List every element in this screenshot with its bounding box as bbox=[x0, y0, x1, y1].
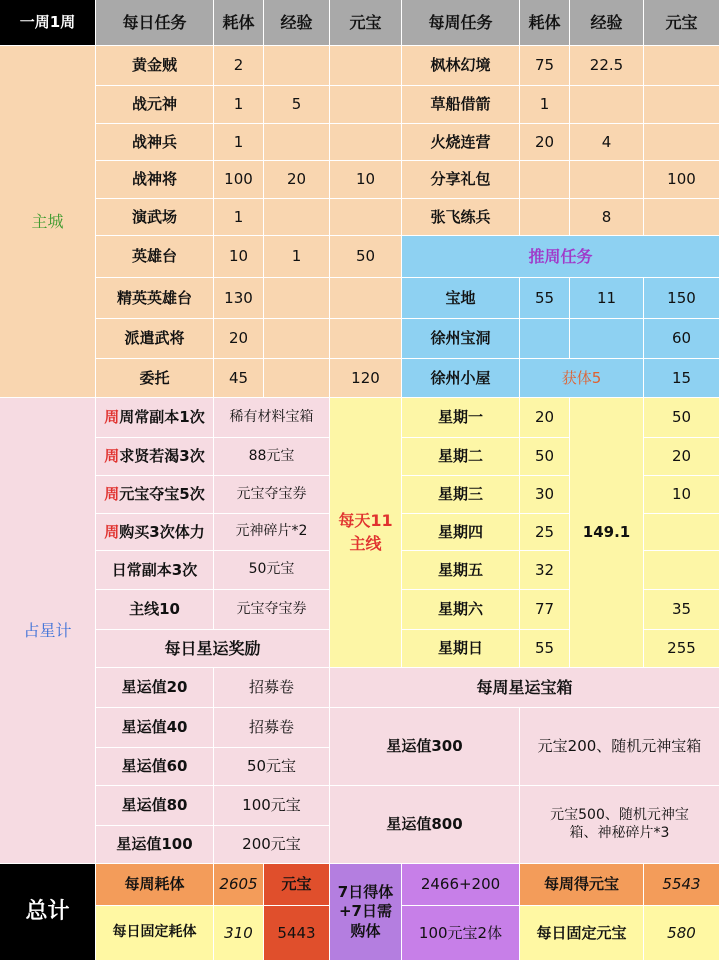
daily-task-exp: 1 bbox=[264, 236, 330, 278]
weekday-name: 星期二 bbox=[402, 438, 520, 476]
daily-task-stamina: 10 bbox=[214, 236, 264, 278]
weekday-yuanbao: 50 bbox=[644, 398, 720, 438]
daily-task-name: 战神将 bbox=[96, 161, 214, 199]
astro-task-label: 主线10 bbox=[129, 600, 180, 619]
daily-fixed-yuanbao-value: 580 bbox=[644, 906, 720, 961]
star-reward-name: 星运值80 bbox=[96, 786, 214, 826]
box-300-reward: 元宝200、随机元神宝箱 bbox=[520, 708, 720, 786]
total-label: 总计 bbox=[0, 864, 96, 961]
star-reward-value: 招募卷 bbox=[214, 668, 330, 708]
daily-task-stamina: 1 bbox=[214, 199, 264, 236]
weekly-prefix: 周 bbox=[104, 408, 120, 427]
weekday-stamina: 30 bbox=[520, 476, 570, 514]
push-task-name: 徐州小屋 bbox=[402, 359, 520, 398]
weekly-task-stamina: 20 bbox=[520, 124, 570, 161]
weekday-yuanbao: 10 bbox=[644, 476, 720, 514]
daily-task-name: 战神兵 bbox=[96, 124, 214, 161]
weekday-name: 星期五 bbox=[402, 551, 520, 590]
section-astro: 占星计 bbox=[0, 398, 96, 864]
daily-task-name: 战元神 bbox=[96, 86, 214, 124]
weekday-name: 星期一 bbox=[402, 398, 520, 438]
header-stamina-2: 耗体 bbox=[520, 0, 570, 46]
daily-task-name: 精英英雄台 bbox=[96, 278, 214, 319]
weekly-task-exp: 4 bbox=[570, 124, 644, 161]
header-exp: 经验 bbox=[264, 0, 330, 46]
weekday-name: 星期三 bbox=[402, 476, 520, 514]
weekday-stamina: 20 bbox=[520, 398, 570, 438]
daily-task-exp bbox=[264, 199, 330, 236]
push-task-yuanbao: 60 bbox=[644, 319, 720, 359]
weekday-yuanbao: 20 bbox=[644, 438, 720, 476]
daily-task-exp bbox=[264, 319, 330, 359]
daily-task-yuanbao: 50 bbox=[330, 236, 402, 278]
weekly-task-yuanbao: 100 bbox=[644, 161, 720, 199]
daily-task-name: 委托 bbox=[96, 359, 214, 398]
daily-main-line: 每天11主线 bbox=[330, 398, 402, 668]
weekly-yuanbao-label: 每周得元宝 bbox=[520, 864, 644, 906]
astro-task-reward: 元神碎片*2 bbox=[214, 514, 330, 551]
header-daily-task: 每日任务 bbox=[96, 0, 214, 46]
seven-day-label: 7日得体+7日需购体 bbox=[330, 864, 402, 961]
weekly-task-exp bbox=[570, 86, 644, 124]
star-reward-name: 星运值20 bbox=[96, 668, 214, 708]
astro-task-name bbox=[96, 438, 214, 476]
weekday-stamina: 77 bbox=[520, 590, 570, 630]
daily-task-stamina: 1 bbox=[214, 124, 264, 161]
star-reward-name: 星运值40 bbox=[96, 708, 214, 748]
weekly-task-name: 草船借箭 bbox=[402, 86, 520, 124]
daily-task-stamina: 1 bbox=[214, 86, 264, 124]
weekday-stamina: 50 bbox=[520, 438, 570, 476]
push-week-title: 推周任务 bbox=[402, 236, 720, 278]
week-label: 一周1周 bbox=[0, 0, 96, 46]
astro-task-label: 日常副本3次 bbox=[111, 560, 198, 579]
weekly-task-yuanbao bbox=[644, 124, 720, 161]
header-weekly-task: 每周任务 bbox=[402, 0, 520, 46]
push-task-name: 宝地 bbox=[402, 278, 520, 319]
weekly-task-stamina bbox=[520, 199, 570, 236]
astro-task-name bbox=[96, 514, 214, 551]
daily-task-exp bbox=[264, 278, 330, 319]
daily-fixed-stamina-value: 310 bbox=[214, 906, 264, 961]
daily-fixed-yuanbao-label: 每日固定元宝 bbox=[520, 906, 644, 961]
daily-task-yuanbao bbox=[330, 278, 402, 319]
star-reward-name: 星运值60 bbox=[96, 748, 214, 786]
weekly-task-stamina: 75 bbox=[520, 46, 570, 86]
push-task-stamina: 55 bbox=[520, 278, 570, 319]
daily-task-yuanbao: 10 bbox=[330, 161, 402, 199]
header-exp-2: 经验 bbox=[570, 0, 644, 46]
star-reward-name: 星运值100 bbox=[96, 826, 214, 864]
astro-task-name bbox=[96, 551, 214, 590]
weekly-task-yuanbao bbox=[644, 199, 720, 236]
daily-task-yuanbao: 120 bbox=[330, 359, 402, 398]
star-reward-value: 100元宝 bbox=[214, 786, 330, 826]
daily-task-stamina: 130 bbox=[214, 278, 264, 319]
daily-star-title: 每日星运奖励 bbox=[96, 630, 330, 668]
weekly-yuanbao-value: 5543 bbox=[644, 864, 720, 906]
weekly-task-exp bbox=[570, 161, 644, 199]
weekday-name: 星期六 bbox=[402, 590, 520, 630]
weekly-task-exp: 8 bbox=[570, 199, 644, 236]
weekday-stamina: 32 bbox=[520, 551, 570, 590]
astro-task-label: 周常副本1次 bbox=[119, 408, 205, 427]
daily-task-yuanbao bbox=[330, 124, 402, 161]
astro-task-reward: 元宝夺宝券 bbox=[214, 476, 330, 514]
daily-task-stamina: 20 bbox=[214, 319, 264, 359]
header-yuanbao-2: 元宝 bbox=[644, 0, 720, 46]
daily-task-yuanbao bbox=[330, 199, 402, 236]
push-task-exp bbox=[570, 319, 644, 359]
astro-task-label: 元宝夺宝5次 bbox=[119, 485, 205, 504]
daily-task-yuanbao bbox=[330, 46, 402, 86]
daily-task-name: 演武场 bbox=[96, 199, 214, 236]
weekly-stamina-value: 2605 bbox=[214, 864, 264, 906]
astro-task-label: 求贤若渴3次 bbox=[119, 447, 205, 466]
yuanbao-label: 元宝 bbox=[264, 864, 330, 906]
box-800-reward: 元宝500、随机元神宝箱、神秘碎片*3 bbox=[520, 786, 720, 864]
header-stamina: 耗体 bbox=[214, 0, 264, 46]
weekly-task-name: 枫林幻境 bbox=[402, 46, 520, 86]
push-task-note: 获体5 bbox=[520, 359, 644, 398]
header-yuanbao: 元宝 bbox=[330, 0, 402, 46]
weekly-prefix: 周 bbox=[104, 447, 120, 466]
weekday-yuanbao bbox=[644, 514, 720, 551]
box-300-name: 星运值300 bbox=[330, 708, 520, 786]
weekday-stamina: 55 bbox=[520, 630, 570, 668]
weekday-yuanbao bbox=[644, 551, 720, 590]
daily-task-stamina: 100 bbox=[214, 161, 264, 199]
weekday-stamina: 25 bbox=[520, 514, 570, 551]
box-800-name: 星运值800 bbox=[330, 786, 520, 864]
weekday-name: 星期日 bbox=[402, 630, 520, 668]
daily-fixed-stamina-label: 每日固定耗体 bbox=[96, 906, 214, 961]
push-task-stamina bbox=[520, 319, 570, 359]
daily-task-exp: 5 bbox=[264, 86, 330, 124]
yuanbao-value: 5443 bbox=[264, 906, 330, 961]
section-main-city: 主城 bbox=[0, 46, 96, 398]
weekly-prefix: 周 bbox=[104, 522, 120, 541]
astro-task-label: 购买3次体力 bbox=[119, 522, 205, 541]
weekday-yuanbao: 35 bbox=[644, 590, 720, 630]
push-task-yuanbao: 15 bbox=[644, 359, 720, 398]
weekday-yuanbao: 255 bbox=[644, 630, 720, 668]
daily-task-name: 黄金贼 bbox=[96, 46, 214, 86]
daily-task-yuanbao bbox=[330, 319, 402, 359]
weekday-name: 星期四 bbox=[402, 514, 520, 551]
weekly-task-yuanbao bbox=[644, 86, 720, 124]
weekly-task-stamina: 1 bbox=[520, 86, 570, 124]
daily-task-exp bbox=[264, 46, 330, 86]
weekly-task-name: 分享礼包 bbox=[402, 161, 520, 199]
weekly-prefix: 周 bbox=[104, 485, 120, 504]
week-exp-value: 149.1 bbox=[570, 398, 644, 668]
daily-task-yuanbao bbox=[330, 86, 402, 124]
push-task-name: 徐州宝洞 bbox=[402, 319, 520, 359]
weekly-task-name: 张飞练兵 bbox=[402, 199, 520, 236]
buy-note: 100元宝2体 bbox=[402, 906, 520, 961]
daily-task-name: 英雄台 bbox=[96, 236, 214, 278]
daily-task-exp: 20 bbox=[264, 161, 330, 199]
daily-task-name: 派遣武将 bbox=[96, 319, 214, 359]
astro-task-name bbox=[96, 590, 214, 630]
astro-task-name bbox=[96, 476, 214, 514]
star-reward-value: 50元宝 bbox=[214, 748, 330, 786]
astro-task-name bbox=[96, 398, 214, 438]
weekly-task-stamina bbox=[520, 161, 570, 199]
weekly-task-yuanbao bbox=[644, 46, 720, 86]
astro-task-reward: 元宝夺宝券 bbox=[214, 590, 330, 630]
seven-day-value: 2466+200 bbox=[402, 864, 520, 906]
weekly-stamina-label: 每周耗体 bbox=[96, 864, 214, 906]
star-reward-value: 招募卷 bbox=[214, 708, 330, 748]
daily-task-stamina: 45 bbox=[214, 359, 264, 398]
astro-task-reward: 88元宝 bbox=[214, 438, 330, 476]
push-task-exp: 11 bbox=[570, 278, 644, 319]
star-reward-value: 200元宝 bbox=[214, 826, 330, 864]
weekly-box-title: 每周星运宝箱 bbox=[330, 668, 720, 708]
astro-task-reward: 稀有材料宝箱 bbox=[214, 398, 330, 438]
weekly-task-name: 火烧连营 bbox=[402, 124, 520, 161]
astro-task-reward: 50元宝 bbox=[214, 551, 330, 590]
daily-task-stamina: 2 bbox=[214, 46, 264, 86]
weekly-task-exp: 22.5 bbox=[570, 46, 644, 86]
daily-task-exp bbox=[264, 359, 330, 398]
push-task-yuanbao: 150 bbox=[644, 278, 720, 319]
daily-task-exp bbox=[264, 124, 330, 161]
